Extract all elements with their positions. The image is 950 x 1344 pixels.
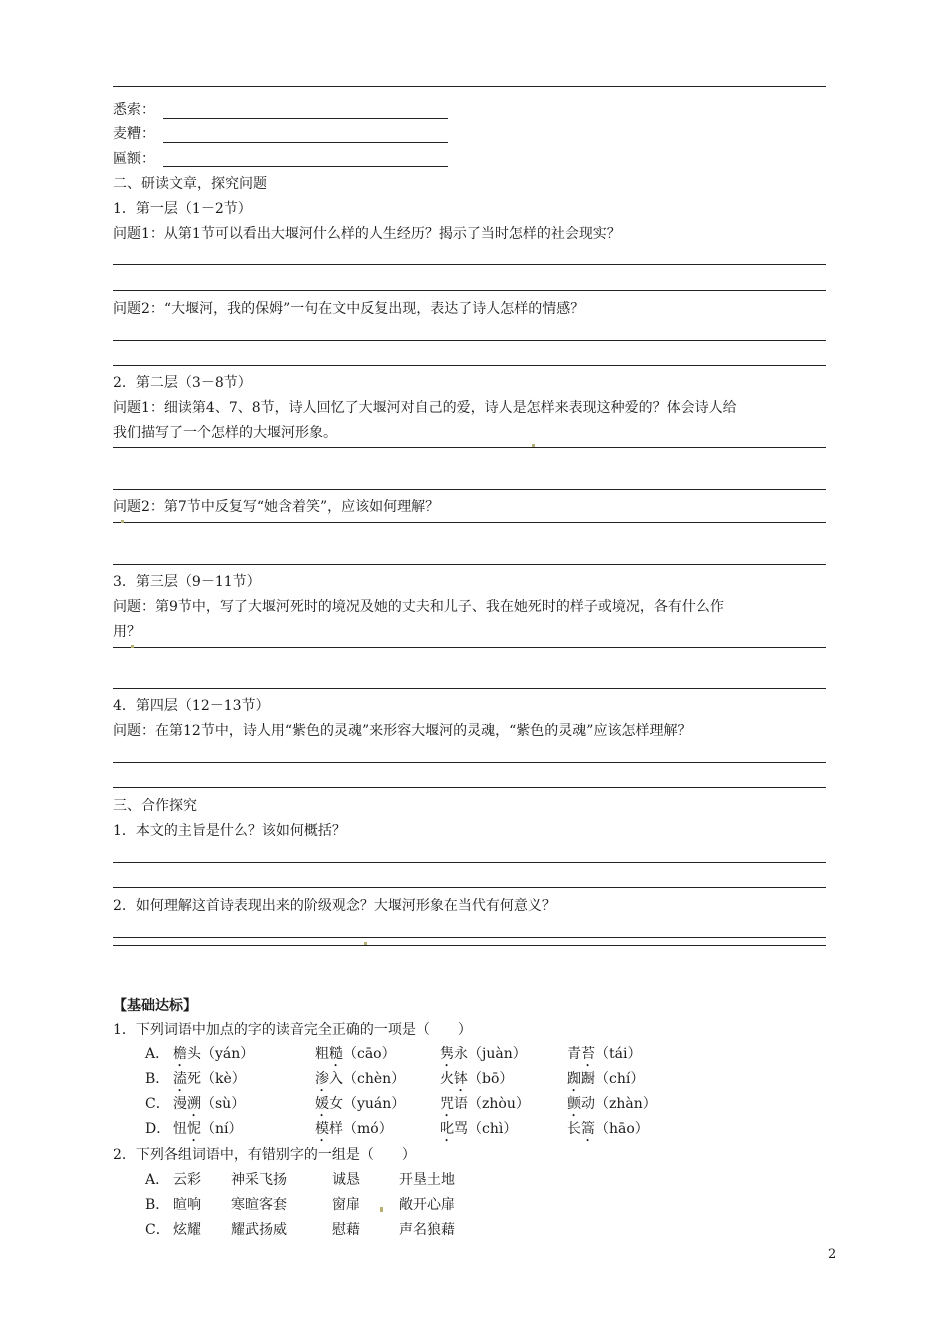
layer3-question-line1: 问题：第9节中，写了大堰河死时的境况及她的丈夫和儿子、我在她死时的样子或境况，各有什么作 [113, 599, 724, 615]
option-label[interactable]: C． [145, 1222, 170, 1238]
word-item: 窗扉 [332, 1197, 360, 1213]
pinyin-item: 溘死（kè） [173, 1071, 246, 1087]
basics-question2: 2．下列各组词语中，有错别字的一组是（ ） [113, 1147, 416, 1163]
section3-question1: 1．本文的主旨是什么？该如何概括？ [113, 823, 346, 839]
dotted-character: 隽 [440, 1046, 454, 1062]
word-item: 暄响 [173, 1197, 201, 1213]
pinyin-item: 咒语（zhòu） [440, 1096, 530, 1112]
dotted-character: 糙 [329, 1046, 343, 1062]
layer3-question-line2: 用？ [113, 624, 141, 640]
answer-line[interactable] [113, 340, 826, 341]
vocab-blank-2[interactable] [163, 142, 448, 143]
dotted-character: 溯 [187, 1096, 201, 1112]
word-item: 神采飞扬 [231, 1172, 287, 1188]
word-item: 敞开心扉 [399, 1197, 455, 1213]
word-item: 云彩 [173, 1172, 201, 1188]
layer2-question1-line2: 我们描写了一个怎样的大堰河形象。 [113, 425, 337, 441]
dotted-character: 苔 [581, 1046, 595, 1062]
answer-line[interactable] [113, 937, 826, 938]
dotted-character: 媛 [315, 1096, 329, 1112]
dotted-character: 叱 [440, 1121, 454, 1137]
option-label[interactable]: A． [145, 1046, 170, 1062]
dotted-character: 怩 [187, 1121, 201, 1137]
word-item: 开垦土地 [399, 1172, 455, 1188]
layer1-question2: 问题2：“大堰河，我的保姆”一句在文中反复出现，表达了诗人怎样的情感？ [113, 301, 585, 317]
dotted-character: 踟 [567, 1071, 581, 1087]
pinyin-item: 颤动（zhàn） [567, 1096, 657, 1112]
section3-heading: 三、合作探究 [113, 798, 197, 814]
scan-speck [380, 1207, 383, 1212]
answer-line[interactable] [113, 447, 826, 448]
dotted-character: 模 [315, 1121, 329, 1137]
answer-line[interactable] [113, 290, 826, 291]
answer-line[interactable] [113, 887, 826, 888]
dotted-character: 钵 [454, 1071, 468, 1087]
dotted-character: 咒 [440, 1096, 454, 1112]
layer2-title: 2．第二层（3－8节） [113, 375, 252, 391]
option-label[interactable]: D． [145, 1121, 171, 1137]
pinyin-item: 火钵（bō） [440, 1071, 514, 1087]
dotted-character: 檐 [173, 1046, 187, 1062]
answer-line[interactable] [113, 945, 826, 946]
pinyin-item: 叱骂（chì） [440, 1121, 518, 1137]
dotted-character: 颤 [567, 1096, 581, 1112]
vocab-blank-1[interactable] [163, 118, 448, 119]
basics-question1: 1．下列词语中加点的字的读音完全正确的一项是（ ） [113, 1022, 472, 1038]
layer3-title: 3．第三层（9－11节） [113, 574, 261, 590]
answer-line[interactable] [113, 564, 826, 565]
pinyin-item: 檐头（yán） [173, 1046, 255, 1062]
option-label[interactable]: B． [145, 1071, 170, 1087]
pinyin-item: 漫溯（sù） [173, 1096, 246, 1112]
basics-heading: 【基础达标】 [113, 998, 197, 1014]
word-item: 耀武扬威 [231, 1222, 287, 1238]
word-item: 声名狼藉 [399, 1222, 455, 1238]
pinyin-item: 渗入（chèn） [315, 1071, 406, 1087]
dotted-character: 篙 [581, 1121, 595, 1137]
vocab-label-1: 悉索： [113, 102, 155, 118]
layer1-title: 1．第一层（1－2节） [113, 201, 252, 217]
section3-question2: 2．如何理解这首诗表现出来的阶级观念？大堰河形象在当代有何意义？ [113, 898, 556, 914]
layer4-question: 问题：在第12节中，诗人用“紫色的灵魂”来形容大堰河的灵魂，“紫色的灵魂”应该怎样理解？ [113, 723, 692, 739]
word-item: 寒暄客套 [231, 1197, 287, 1213]
pinyin-item: 忸怩（ní） [173, 1121, 243, 1137]
word-item: 炫耀 [173, 1222, 201, 1238]
pinyin-item: 踟蹰（chí） [567, 1071, 645, 1087]
scan-speck [131, 645, 134, 648]
layer2-question2: 问题2：第7节中反复写“她含着笑”，应该如何理解？ [113, 499, 440, 515]
pinyin-item: 青苔（tái） [567, 1046, 642, 1062]
layer1-question1: 问题1：从第1节可以看出大堰河什么样的人生经历？揭示了当时怎样的社会现实？ [113, 226, 621, 242]
option-label[interactable]: C． [145, 1096, 170, 1112]
answer-line[interactable] [113, 264, 826, 265]
page-number: 2 [828, 1247, 837, 1262]
scan-speck [532, 444, 535, 447]
pinyin-item: 长篙（hāo） [567, 1121, 649, 1137]
option-label[interactable]: B． [145, 1197, 170, 1213]
word-item: 诚恳 [332, 1172, 360, 1188]
answer-line[interactable] [113, 787, 826, 788]
scan-speck [364, 942, 367, 945]
pinyin-item: 模样（mó） [315, 1121, 393, 1137]
answer-line[interactable] [113, 688, 826, 689]
layer4-title: 4．第四层（12－13节） [113, 698, 270, 714]
word-item: 慰藉 [332, 1222, 360, 1238]
vocab-blank-3[interactable] [163, 166, 448, 167]
layer2-question1-line1: 问题1：细读第4、7、8节，诗人回忆了大堰河对自己的爱，诗人是怎样来表现这种爱的？体会诗人给 [113, 400, 737, 416]
pinyin-item: 隽永（juàn） [440, 1046, 527, 1062]
pinyin-item: 粗糙（cāo） [315, 1046, 396, 1062]
vocab-label-2: 麦糟： [113, 126, 155, 142]
answer-line[interactable] [113, 365, 826, 366]
option-label[interactable]: A． [145, 1172, 170, 1188]
section2-heading: 二、研读文章，探究问题 [113, 176, 267, 192]
pinyin-item: 媛女（yuán） [315, 1096, 406, 1112]
answer-line[interactable] [113, 762, 826, 763]
vocab-label-3: 匾额： [113, 151, 155, 167]
dotted-character: 溘 [173, 1071, 187, 1087]
top-rule [113, 86, 826, 87]
scan-speck [121, 520, 124, 523]
dotted-character: 渗 [315, 1071, 329, 1087]
answer-line[interactable] [113, 489, 826, 490]
answer-line[interactable] [113, 522, 826, 523]
answer-line[interactable] [113, 862, 826, 863]
answer-line[interactable] [113, 647, 826, 648]
